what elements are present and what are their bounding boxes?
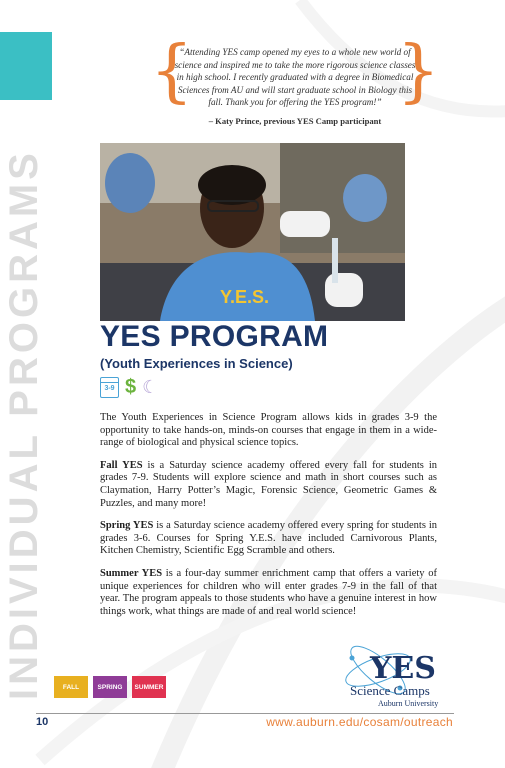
intro-paragraph: The Youth Experiences in Science Program allows kids in grades 3-9 the opportunity to take hands-on, minds-on courses that engage in them in a wide-range of biological and physical science topics. [100,412,437,449]
section-vertical-title: INDIVIDUAL PROGRAMS [2,149,46,700]
season-badge-fall: FALL [54,676,88,698]
program-title: YES PROGRAM [100,320,329,353]
summer-text: is a four-day summer enrichment camp that offers a variety of unique experiences for children who will enter grades 7-9 in the fall of that year. The program appeals to those students who have a genuine interest in how things work, what things are made of and real world science! [100,567,437,617]
footer-url-link[interactable]: www.auburn.edu/cosam/outreach [266,715,453,729]
summer-term: Summer YES [100,567,163,579]
page-number: 10 [36,716,49,728]
spring-paragraph [100,520,437,558]
calendar-icon [100,377,119,398]
spring-text: is a Saturday science academy offered every spring for students in grades 3-6. Courses for Spring Y.E.S. have included Carnivorous Plants, Kitchen Chemistry, Scientific Egg Scramble and others. [100,520,437,557]
moon-icon: ☾ [142,377,159,397]
fall-paragraph [100,460,437,510]
program-description [100,412,437,628]
yes-science-camps-logo [340,640,460,710]
right-brace-icon: } [396,32,440,111]
logo-line2: Auburn University [378,699,439,708]
logo-line1: Science Camps [350,683,430,698]
logo-main-text: YES [370,651,436,686]
quote-text: “Attending YES camp opened my eyes to a whole new world of science and inspired me to take the more rigorous science classes in high school. I recently graduated with a degree in Biomedical Sciences from AU and will start graduate school in Biology this fall. Thank you for offering the YES program!” [174,47,416,108]
program-info-icons [100,376,158,398]
spring-term: Spring YES [100,520,154,532]
grade-range-label: 3-9 [104,384,115,392]
student-lab-photo [100,143,405,321]
quote-attribution: – Katy Prince, previous YES Camp participant [208,116,382,126]
left-brace-icon: { [150,32,194,111]
fall-term: Fall YES [100,459,143,471]
footer-divider [36,713,454,714]
program-subtitle: (Youth Experiences in Science) [100,356,293,371]
teal-accent-block [0,32,52,100]
svg-text:Y.E.S.: Y.E.S. [220,287,270,307]
summer-paragraph [100,568,437,618]
fall-text: is a Saturday science academy offered every fall for students in grades 7-9. Students will explore science and math in short courses such as Claymation, Harry Potter’s Magic, Forensic Science, Geometric Games & Puzzles, and many more! [100,459,437,509]
dollar-icon: $ [125,376,137,398]
season-badge-summer: SUMMER [132,676,166,698]
testimonial-quote [150,32,440,136]
season-badge-spring: SPRING [93,676,127,698]
